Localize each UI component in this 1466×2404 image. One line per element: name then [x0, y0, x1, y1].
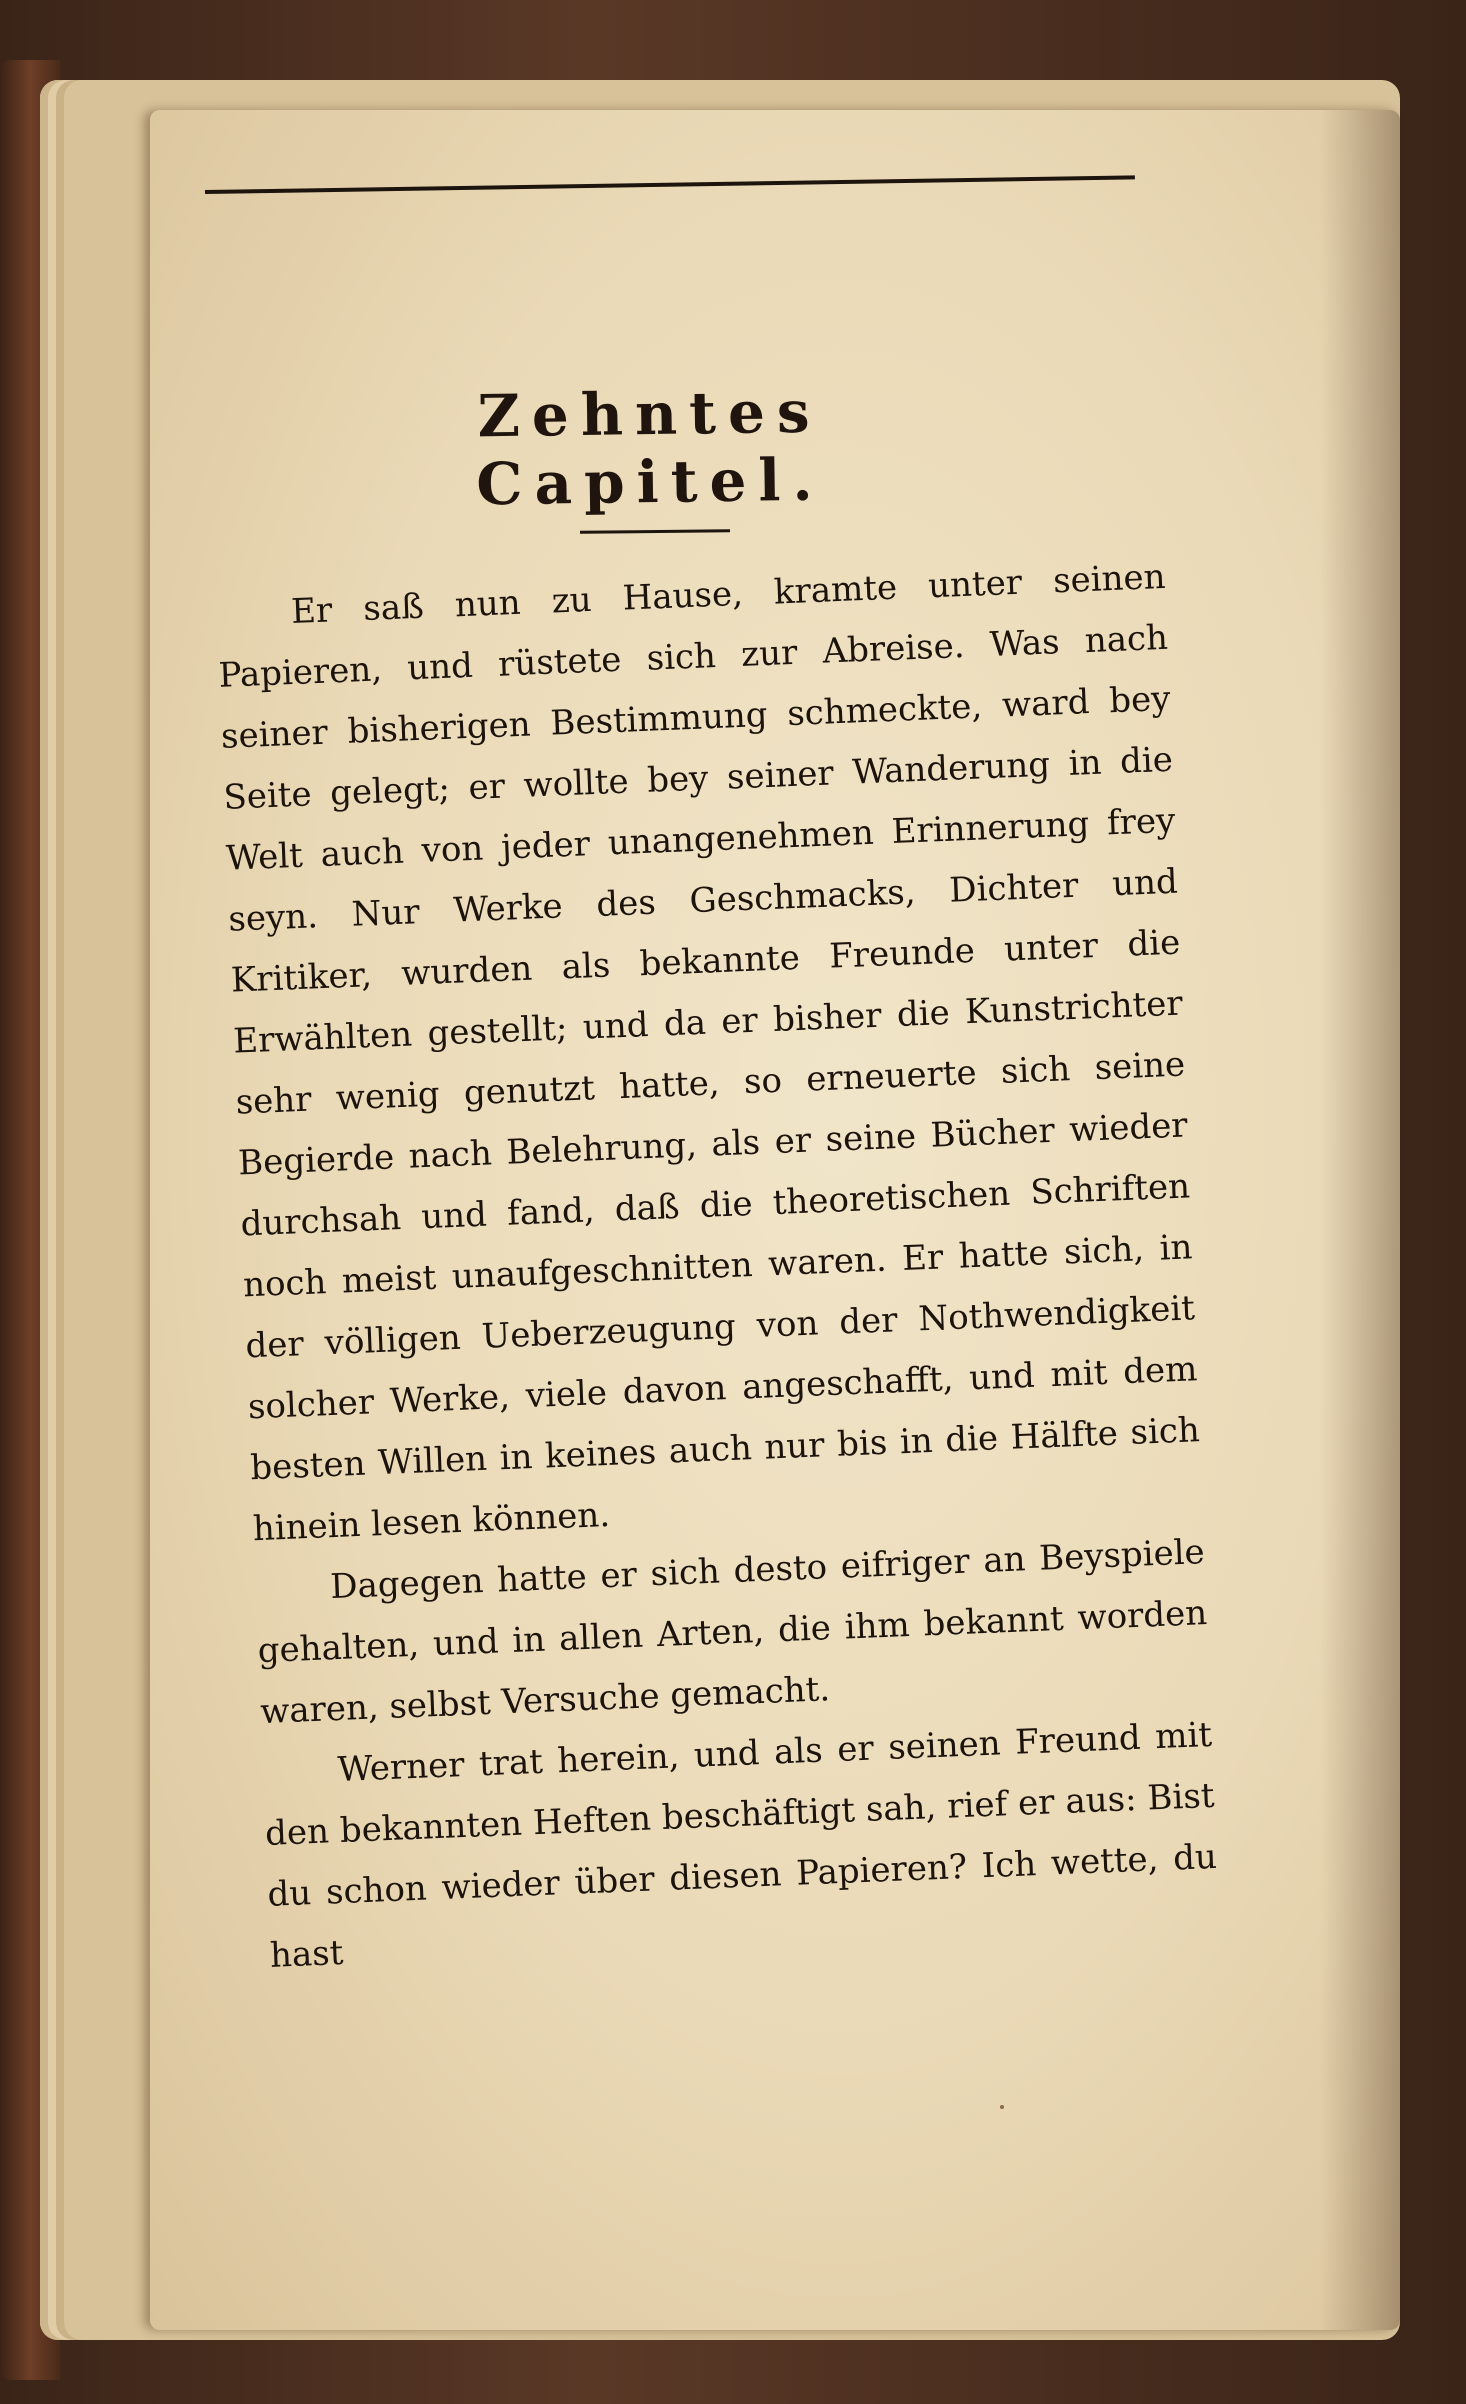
- paragraph: Werner trat herein, und als er seinen Freund mit den bekannten Heften beschäftigt sah, rief er aus: Bist du schon wieder über diesen Papieren? Ich wette, du hast: [264, 1714, 1218, 1976]
- paragraph: Dagegen hatte er sich desto eifriger an Beyspiele gehalten, und in allen Arten, die ihm bekannt worden waren, selbst Versuche gemacht.: [257, 1532, 1208, 1733]
- chapter-title: Zehntes Capitel.: [475, 377, 826, 519]
- spine-shadow: [1320, 110, 1400, 2330]
- body-text: [215, 547, 1221, 1987]
- paper-speck: [1000, 2105, 1004, 2109]
- paragraph: Er saß nun zu Hause, kramte unter seinen Papieren, und rüstete sich zur Abreise. Was nach seiner bisherigen Bestimmung schmeckte, ward bey Seite gelegt; er wollte bey seiner Wanderung in die Welt auch von jeder unangenehmen Erinnerung frey seyn. Nur Werke des Geschmacks, Dichter und Kritiker, wurden als bekannte Freunde unter die Erwählten gestellt; und da er bisher die Kunstrichter sehr wenig genutzt hatte, so erneuerte sich seine Begierde nach Belehrung, als er seine Bücher wieder durchsah und fand, daß die theoretischen Schriften noch meist unaufgeschnitten waren. Er hatte sich, in der völligen Ueberzeugung von der Nothwendigkeit solcher Werke, viele davon angeschafft, und mit dem besten Willen in keines auch nur bis in die Hälfte sich hinein lesen können.: [217, 556, 1201, 1550]
